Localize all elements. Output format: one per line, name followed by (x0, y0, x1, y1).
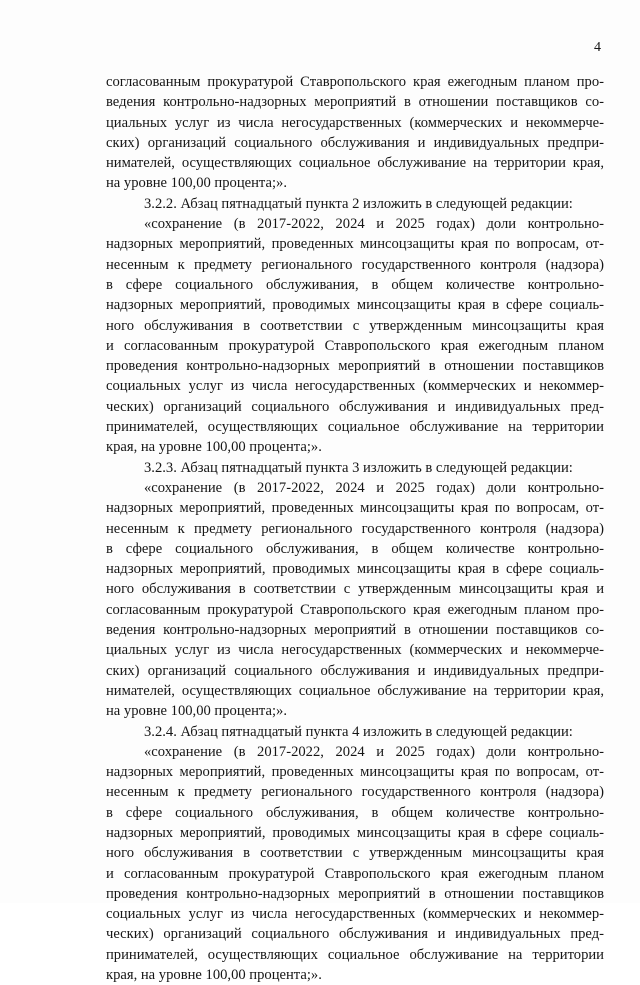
text-line: циальных услуг из числа негосударственных (коммерческих и некоммерче- (106, 114, 604, 131)
text-line: края, на уровне 100,00 процента;». (106, 967, 322, 984)
text-line: нимателей, осуществляющих социальное обслуживание на территории края, (106, 682, 604, 699)
text-line: ного обслуживания в соответствии с утвержденным минсоцзащиты края (106, 845, 604, 862)
text-line: ведения контрольно-надзорных мероприятий в отношении поставщиков со- (106, 94, 604, 111)
text-line: надзорных мероприятий, проводимых минсоцзащиты края в сфере социаль- (106, 297, 604, 314)
text-line: проведения контрольно-надзорных мероприятий в отношении поставщиков (106, 358, 604, 375)
text-line: надзорных мероприятий, проводимых минсоцзащиты края в сфере социаль- (106, 824, 604, 841)
text-line: несенным к предмету регионального государственного контроля (надзора) (106, 256, 604, 273)
text-line: в сфере социального обслуживания, в общем количестве контрольно- (106, 540, 604, 557)
text-line: «сохранение (в 2017-2022, 2024 и 2025 годах) доли контрольно- (144, 479, 604, 496)
document-body (106, 72, 604, 985)
text-line: принимателей, осуществляющих социальное обслуживание на территории (106, 946, 604, 963)
text-line: 3.2.3. Абзац пятнадцатый пункта 3 изложить в следующей редакции: (144, 459, 573, 476)
text-line: несенным к предмету регионального государственного контроля (надзора) (106, 520, 604, 537)
text-line: ного обслуживания в соответствии с утвержденным минсоцзащиты края (106, 317, 604, 334)
text-line: 3.2.4. Абзац пятнадцатый пункта 4 изложить в следующей редакции: (144, 723, 573, 740)
text-line: социальных услуг из числа негосударственных (коммерческих и некоммер- (106, 378, 604, 395)
text-line: ведения контрольно-надзорных мероприятий в отношении поставщиков со- (106, 622, 604, 639)
text-line: согласованным прокуратурой Ставропольского края ежегодным планом про- (106, 74, 604, 90)
text-line: надзорных мероприятий, проведенных минсоцзащиты края по вопросам, от- (106, 236, 604, 253)
text-line: «сохранение (в 2017-2022, 2024 и 2025 годах) доли контрольно- (144, 216, 604, 233)
text-line: в сфере социального обслуживания, в общем количестве контрольно- (106, 276, 604, 293)
text-line: принимателей, осуществляющих социальное обслуживание на территории (106, 419, 604, 436)
page-number: 4 (594, 40, 601, 55)
text-line: ских) организаций социального обслуживания и индивидуальных предпри- (106, 134, 604, 151)
text-line: надзорных мероприятий, проведенных минсоцзащиты края по вопросам, от- (106, 764, 604, 781)
text-line: ческих) организаций социального обслуживания и индивидуальных пред- (106, 398, 604, 415)
text-line: «сохранение (в 2017-2022, 2024 и 2025 годах) доли контрольно- (144, 743, 604, 760)
text-line: 3.2.2. Абзац пятнадцатый пункта 2 изложить в следующей редакции: (144, 195, 573, 212)
text-line: циальных услуг из числа негосударственных (коммерческих и некоммерче- (106, 642, 604, 659)
text-line: и согласованным прокуратурой Ставропольского края ежегодным планом (106, 865, 604, 882)
text-line: края, на уровне 100,00 процента;». (106, 439, 322, 456)
text-line: и согласованным прокуратурой Ставропольского края ежегодным планом (106, 337, 604, 354)
text-line: надзорных мероприятий, проведенных минсоцзащиты края по вопросам, от- (106, 500, 604, 517)
text-line: согласованным прокуратурой Ставропольского края ежегодным планом про- (106, 601, 604, 618)
text-line: надзорных мероприятий, проводимых минсоцзащиты края в сфере социаль- (106, 561, 604, 578)
text-line: ческих) организаций социального обслуживания и индивидуальных пред- (106, 926, 604, 943)
text-line: в сфере социального обслуживания, в общем количестве контрольно- (106, 804, 604, 821)
text-line: социальных услуг из числа негосударственных (коммерческих и некоммер- (106, 906, 604, 923)
text-line: на уровне 100,00 процента;». (106, 175, 287, 192)
text-line: несенным к предмету регионального государственного контроля (надзора) (106, 784, 604, 801)
text-line: проведения контрольно-надзорных мероприятий в отношении поставщиков (106, 885, 604, 902)
text-line: ного обслуживания в соответствии с утвержденным минсоцзащиты края и (106, 581, 604, 598)
text-line: на уровне 100,00 процента;». (106, 703, 287, 720)
text-line: нимателей, осуществляющих социальное обслуживание на территории края, (106, 155, 604, 172)
text-line: ских) организаций социального обслуживания и индивидуальных предпри- (106, 662, 604, 679)
